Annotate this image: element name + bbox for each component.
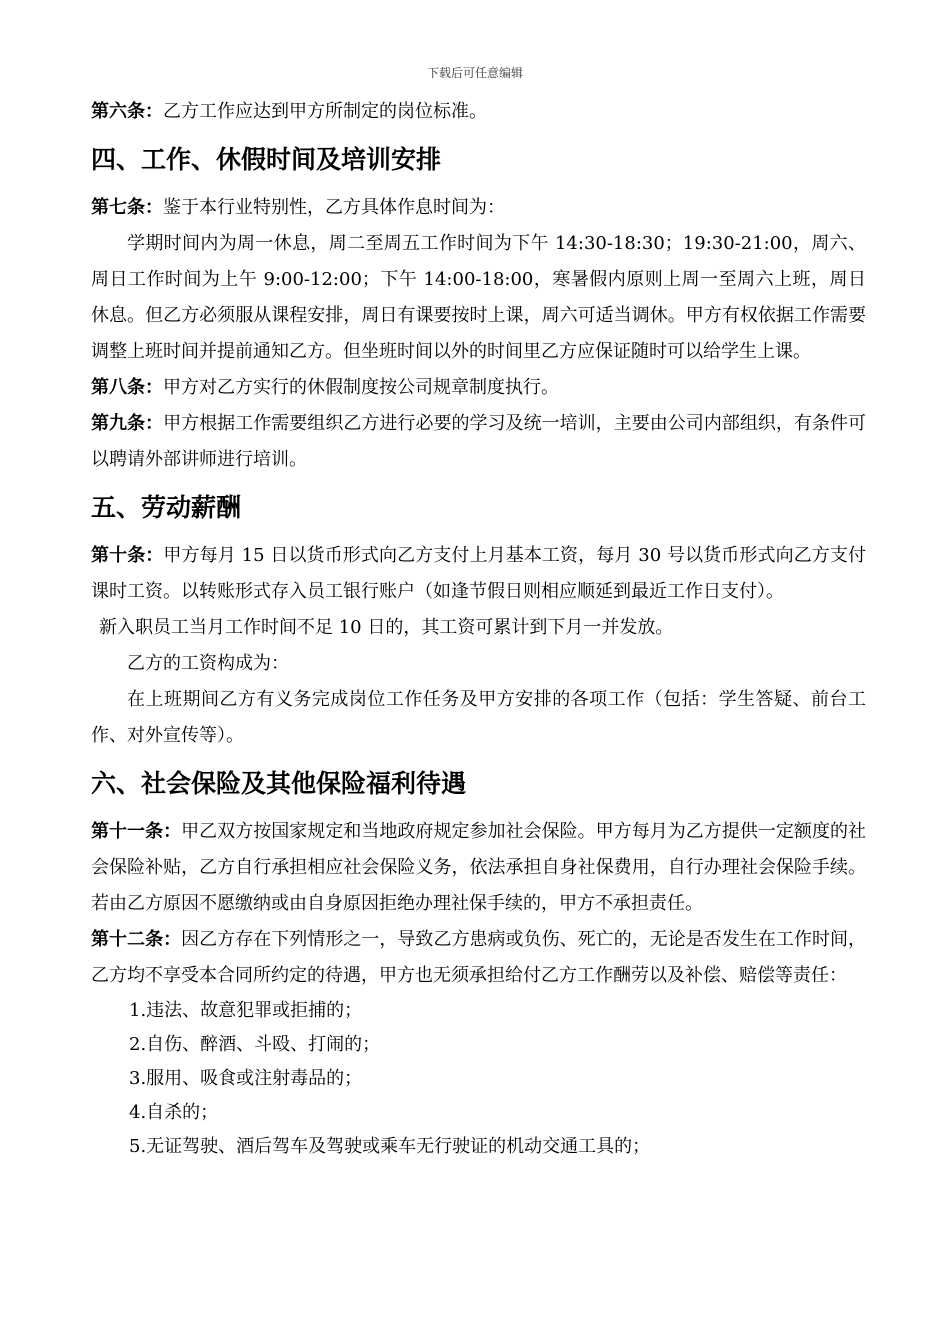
section-heading-5: 五、劳动薪酬 <box>91 493 242 522</box>
article-text: 乙方工作应达到甲方所制定的岗位标准。 <box>163 101 487 122</box>
article-text: 甲方根据工作需要组织乙方进行必要的学习及统一培训，主要由公司内部组织，有条件可以聘请外部讲师进行培训。 <box>91 413 867 470</box>
article-label: 第九条： <box>91 413 164 434</box>
salary-structure: 乙方的工资构成为： <box>127 653 289 674</box>
article-label: 第七条： <box>91 197 163 218</box>
article-text: 甲方每月 15 日以货币形式向乙方支付上月基本工资，每月 30 号以货币形式向乙方支付课时工资。以转账形式存入员工银行账户（如逢节假日则相应顺延到最近工作日支付）。 <box>91 545 867 602</box>
article-text: 甲方对乙方实行的休假制度按公司规章制度执行。 <box>163 377 559 398</box>
article-11 <box>91 814 866 922</box>
article-7 <box>91 190 866 226</box>
article-6 <box>91 94 866 130</box>
list-item: 3.服用、吸食或注射毒品的； <box>129 1068 363 1089</box>
header-note: 下载后可任意编辑 <box>426 66 523 80</box>
article-9 <box>91 406 866 478</box>
article-text: 甲乙双方按国家规定和当地政府规定参加社会保险。甲方每月为乙方提供一定额度的社会保险补贴，乙方自行承担相应社会保险义务，依法承担自身社保费用，自行办理社会保险手续。若由乙方原因不愿缴纳或由自身原因拒绝办理社保手续的，甲方不承担责任。 <box>91 821 867 914</box>
article-label: 第十条： <box>91 545 164 566</box>
article-12 <box>91 922 866 994</box>
duties-paragraph: 在上班期间乙方有义务完成岗位工作任务及甲方安排的各项工作（包括：学生答疑、前台工作、对外宣传等）。 <box>91 689 866 746</box>
article-label: 第六条： <box>91 101 163 122</box>
section-heading-4: 四、工作、休假时间及培训安排 <box>91 145 442 174</box>
article-10-new-employee: 新入职员工当月工作时间不足 10 日的，其工资可累计到下月一并发放。 <box>99 617 674 638</box>
list-item: 4.自杀的； <box>129 1102 219 1123</box>
section-heading-6: 六、社会保险及其他保险福利待遇 <box>91 769 467 798</box>
article-label: 第十一条： <box>91 821 182 842</box>
list-item: 1.违法、故意犯罪或拒捕的； <box>129 1000 363 1021</box>
article-7-detail: 学期时间内为周一休息，周二至周五工作时间为下午 14:30-18:30；19:30-21:00，周六、周日工作时间为上午 9:00-12:00；下午 14:00-18:00，寒暑假内原则上周一至周六上班，周日休息。但乙方必须服从课程安排，周日有课要按时上课，周六可适当调休。甲方有权依据工作需要调整上班时间并提前通知乙方。但坐班时间以外的时间里乙方应保证随时可以给学生上课。 <box>91 233 866 362</box>
list-item: 5.无证驾驶、酒后驾车及驾驶或乘车无行驶证的机动交通工具的； <box>129 1136 651 1157</box>
list-item: 2.自伤、醉酒、斗殴、打闹的； <box>129 1034 381 1055</box>
article-8 <box>91 370 866 406</box>
article-label: 第八条： <box>91 377 163 398</box>
article-text: 因乙方存在下列情形之一，导致乙方患病或负伤、死亡的，无论是否发生在工作时间，乙方均不享受本合同所约定的待遇，甲方也无须承担给付乙方工作酬劳以及补偿、赔偿等责任： <box>91 929 867 986</box>
article-10 <box>91 538 866 610</box>
article-text: 鉴于本行业特别性，乙方具体作息时间为： <box>163 197 505 218</box>
article-label: 第十二条： <box>91 929 182 950</box>
document-body <box>91 94 866 1164</box>
